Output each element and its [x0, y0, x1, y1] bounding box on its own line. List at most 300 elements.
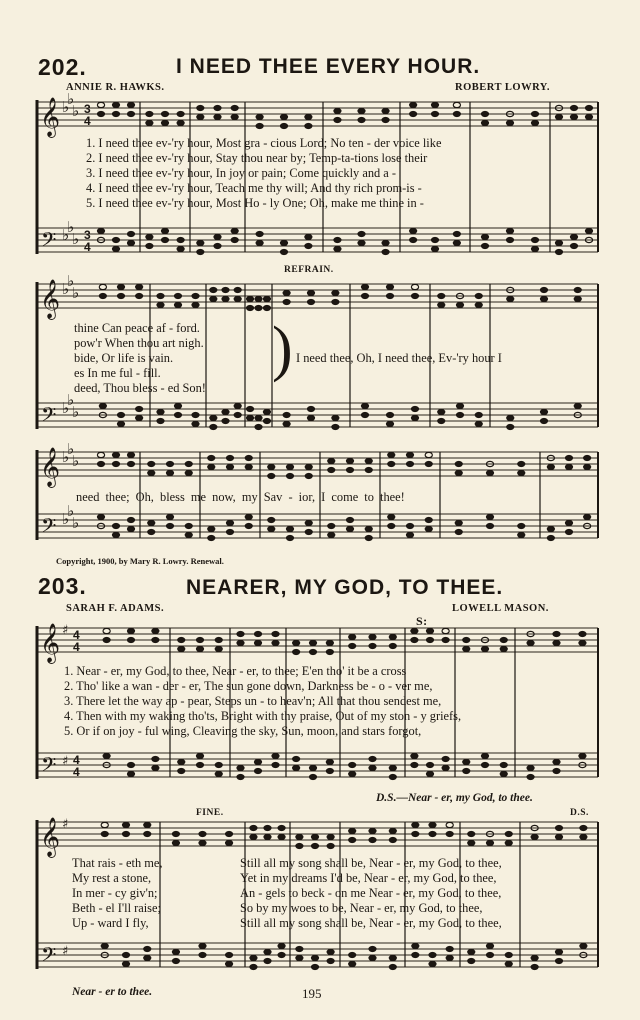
- svg-text:♭: ♭: [72, 452, 80, 470]
- note-head: [580, 943, 587, 948]
- note-head: [161, 237, 168, 242]
- note-head: [117, 293, 124, 298]
- note-head: [453, 231, 460, 236]
- note-head: [579, 631, 586, 636]
- note-head: [296, 834, 303, 839]
- note-head: [412, 822, 419, 827]
- note-head: [426, 762, 433, 767]
- svg-text:𝄞: 𝄞: [40, 279, 61, 319]
- hymn-title: I NEED THEE EVERY HOUR.: [176, 55, 481, 78]
- note-head: [481, 111, 488, 116]
- note-head: [555, 249, 562, 254]
- note-head: [305, 529, 312, 534]
- note-head: [152, 628, 159, 633]
- verse-block-203: [64, 664, 461, 739]
- note-head: [328, 532, 335, 537]
- note-head: [426, 637, 433, 642]
- note-head: [527, 640, 534, 645]
- note-head: [309, 774, 316, 779]
- note-head: [358, 231, 365, 236]
- lyric-line: Still all my song shall be, Near - er, my God, to thee,: [240, 916, 502, 930]
- note-head: [361, 403, 368, 408]
- note-head: [196, 637, 203, 642]
- note-head: [185, 523, 192, 528]
- note-head: [500, 637, 507, 642]
- svg-text:♭: ♭: [72, 403, 80, 421]
- note-head: [386, 293, 393, 298]
- note-head: [234, 296, 241, 301]
- verse-ending-line: thine Can peace af - ford.: [74, 321, 200, 335]
- note-head: [425, 461, 432, 466]
- note-head: [250, 955, 257, 960]
- note-head: [389, 837, 396, 842]
- note-head: [97, 111, 104, 116]
- note-head: [327, 949, 334, 954]
- note-head: [283, 290, 290, 295]
- note-head: [547, 526, 554, 531]
- note-head: [481, 234, 488, 239]
- svg-text:4: 4: [73, 753, 80, 767]
- note-head: [481, 243, 488, 248]
- note-head: [389, 765, 396, 770]
- note-head: [157, 409, 164, 414]
- note-head: [177, 120, 184, 125]
- note-head: [584, 455, 591, 460]
- svg-text:𝄞: 𝄞: [40, 447, 61, 487]
- note-head: [197, 249, 204, 254]
- note-head: [283, 412, 290, 417]
- note-head: [122, 822, 129, 827]
- note-head: [177, 237, 184, 242]
- note-head: [481, 120, 488, 125]
- svg-text:♯: ♯: [62, 623, 69, 638]
- note-head: [264, 825, 271, 830]
- note-head: [99, 284, 106, 289]
- note-head: [349, 634, 356, 639]
- note-head: [456, 302, 463, 307]
- note-head: [268, 464, 275, 469]
- note-head: [305, 234, 312, 239]
- verse-endings: [74, 321, 206, 396]
- note-head: [382, 117, 389, 122]
- note-head: [531, 964, 538, 969]
- composer-credit: ROBERT LOWRY.: [455, 82, 551, 93]
- note-head: [192, 421, 199, 426]
- note-head: [411, 628, 418, 633]
- note-head: [237, 631, 244, 636]
- note-head: [246, 296, 253, 301]
- note-head: [210, 424, 217, 429]
- note-head: [486, 470, 493, 475]
- note-head: [192, 293, 199, 298]
- note-head: [555, 825, 562, 830]
- note-head: [426, 771, 433, 776]
- note-head: [334, 117, 341, 122]
- note-head: [453, 111, 460, 116]
- note-head: [254, 640, 261, 645]
- note-head: [570, 243, 577, 248]
- verse-ending-line: es In me ful - fill.: [74, 366, 161, 380]
- note-head: [166, 461, 173, 466]
- note-head: [208, 535, 215, 540]
- note-head: [406, 452, 413, 457]
- note-head: [172, 831, 179, 836]
- note-head: [438, 293, 445, 298]
- note-head: [326, 759, 333, 764]
- note-head: [255, 296, 262, 301]
- svg-text:♭: ♭: [72, 102, 80, 120]
- note-head: [127, 452, 134, 457]
- note-head: [553, 640, 560, 645]
- note-head: [518, 532, 525, 537]
- svg-text:4: 4: [84, 114, 91, 128]
- svg-text:𝄞: 𝄞: [40, 817, 61, 857]
- second-line-b: [240, 856, 502, 931]
- note-head: [332, 424, 339, 429]
- note-head: [185, 532, 192, 537]
- note-head: [475, 293, 482, 298]
- lyric-line: That rais - eth me,: [72, 856, 163, 870]
- note-head: [250, 964, 257, 969]
- note-head: [234, 287, 241, 292]
- note-head: [442, 765, 449, 770]
- note-head: [263, 296, 270, 301]
- note-head: [332, 290, 339, 295]
- note-head: [574, 287, 581, 292]
- note-head: [505, 831, 512, 836]
- note-head: [475, 302, 482, 307]
- note-head: [250, 834, 257, 839]
- svg-text:♭: ♭: [62, 448, 70, 466]
- note-head: [358, 108, 365, 113]
- verse-line: 4. I need thee ev-'ry hour, Teach me thy will; And thy rich prom-is -: [86, 181, 422, 195]
- svg-text:♭: ♭: [72, 230, 80, 248]
- note-head: [199, 943, 206, 948]
- note-head: [446, 831, 453, 836]
- lyric-line: Beth - el I'll raise;: [72, 901, 161, 915]
- svg-text:♭: ♭: [62, 226, 70, 244]
- note-head: [97, 514, 104, 519]
- note-head: [148, 529, 155, 534]
- note-head: [237, 765, 244, 770]
- svg-text:4: 4: [73, 628, 80, 642]
- note-head: [225, 961, 232, 966]
- second-line-a: [72, 856, 163, 931]
- note-head: [369, 837, 376, 842]
- note-head: [286, 473, 293, 478]
- verse-line: 1. I need thee ev-'ry hour, Most gra - cious Lord; No ten - der voice like: [86, 136, 442, 150]
- note-head: [349, 771, 356, 776]
- note-head: [122, 961, 129, 966]
- note-head: [178, 637, 185, 642]
- verse-line: 2. Tho' like a wan - der - er, The sun gone down, Darkness be - o - ver me,: [64, 679, 433, 693]
- note-head: [166, 523, 173, 528]
- note-head: [369, 756, 376, 761]
- note-head: [327, 958, 334, 963]
- note-head: [579, 640, 586, 645]
- note-head: [555, 949, 562, 954]
- note-head: [431, 246, 438, 251]
- note-head: [264, 958, 271, 963]
- note-head: [127, 102, 134, 107]
- note-head: [411, 406, 418, 411]
- note-head: [442, 628, 449, 633]
- treble-clef-icon: 𝄞: [40, 97, 61, 137]
- note-head: [210, 287, 217, 292]
- note-head: [278, 943, 285, 948]
- note-head: [214, 105, 221, 110]
- svg-text:♭: ♭: [62, 98, 70, 116]
- lyricist-credit: SARAH F. ADAMS.: [66, 603, 165, 614]
- note-head: [406, 461, 413, 466]
- note-head: [231, 114, 238, 119]
- note-head: [389, 774, 396, 779]
- note-head: [553, 768, 560, 773]
- note-head: [453, 102, 460, 107]
- note-head: [286, 535, 293, 540]
- verse-ending-line: pow'r When thou art nigh.: [74, 336, 204, 350]
- note-head: [309, 640, 316, 645]
- note-head: [442, 637, 449, 642]
- svg-text:3: 3: [84, 102, 91, 116]
- note-head: [293, 640, 300, 645]
- note-head: [222, 418, 229, 423]
- note-head: [326, 649, 333, 654]
- note-head: [305, 520, 312, 525]
- note-head: [97, 228, 104, 233]
- note-head: [334, 246, 341, 251]
- note-head: [327, 843, 334, 848]
- lyric-line: An - gels to beck - on me Near - er, my God, to thee,: [240, 886, 502, 900]
- note-head: [215, 646, 222, 651]
- svg-text:♭: ♭: [72, 514, 80, 532]
- note-head: [286, 464, 293, 469]
- note-head: [305, 464, 312, 469]
- note-head: [565, 464, 572, 469]
- note-head: [255, 415, 262, 420]
- fine-label: FINE.: [196, 808, 224, 818]
- note-head: [446, 955, 453, 960]
- note-head: [388, 523, 395, 528]
- note-head: [152, 765, 159, 770]
- note-head: [500, 762, 507, 767]
- note-head: [146, 234, 153, 239]
- note-head: [196, 753, 203, 758]
- note-head: [226, 529, 233, 534]
- note-head: [117, 412, 124, 417]
- note-head: [293, 649, 300, 654]
- note-head: [197, 240, 204, 245]
- note-head: [431, 237, 438, 242]
- note-head: [328, 467, 335, 472]
- note-head: [406, 532, 413, 537]
- note-head: [307, 415, 314, 420]
- note-head: [305, 243, 312, 248]
- note-head: [386, 412, 393, 417]
- note-head: [127, 231, 134, 236]
- note-head: [486, 523, 493, 528]
- note-head: [215, 771, 222, 776]
- verse-line: 4. Then with my waking tho'ts, Bright with thy praise, Out of my ston - y griefs,: [64, 709, 462, 723]
- note-head: [463, 768, 470, 773]
- note-head: [177, 246, 184, 251]
- note-head: [463, 759, 470, 764]
- note-head: [389, 828, 396, 833]
- note-head: [226, 464, 233, 469]
- note-head: [293, 756, 300, 761]
- note-head: [214, 114, 221, 119]
- note-head: [438, 302, 445, 307]
- note-head: [518, 461, 525, 466]
- note-head: [112, 246, 119, 251]
- note-head: [178, 768, 185, 773]
- note-head: [174, 412, 181, 417]
- note-head: [172, 958, 179, 963]
- note-head: [127, 461, 134, 466]
- note-head: [112, 523, 119, 528]
- note-head: [307, 406, 314, 411]
- svg-text:4: 4: [73, 640, 80, 654]
- note-head: [531, 246, 538, 251]
- note-head: [268, 517, 275, 522]
- note-head: [506, 228, 513, 233]
- note-head: [505, 952, 512, 957]
- note-head: [309, 765, 316, 770]
- note-head: [148, 520, 155, 525]
- note-head: [283, 421, 290, 426]
- note-head: [456, 412, 463, 417]
- note-head: [386, 284, 393, 289]
- note-head: [388, 452, 395, 457]
- note-head: [208, 464, 215, 469]
- note-head: [146, 111, 153, 116]
- note-head: [254, 759, 261, 764]
- note-head: [214, 234, 221, 239]
- segno-mark: S:: [416, 614, 428, 628]
- note-head: [585, 105, 592, 110]
- note-head: [540, 296, 547, 301]
- note-head: [468, 949, 475, 954]
- note-head: [505, 961, 512, 966]
- note-head: [148, 470, 155, 475]
- note-head: [231, 228, 238, 233]
- svg-text:♭: ♭: [67, 272, 75, 290]
- note-head: [547, 464, 554, 469]
- note-head: [411, 293, 418, 298]
- lyric-line: Still all my song shall be, Near - er, my God, to thee,: [240, 856, 502, 870]
- note-head: [197, 114, 204, 119]
- note-head: [192, 412, 199, 417]
- note-head: [272, 631, 279, 636]
- note-head: [555, 958, 562, 963]
- page-number: 195: [302, 986, 322, 1001]
- note-head: [455, 461, 462, 466]
- note-head: [305, 123, 312, 128]
- note-head: [456, 403, 463, 408]
- note-head: [349, 828, 356, 833]
- note-head: [442, 756, 449, 761]
- note-head: [280, 249, 287, 254]
- note-head: [127, 517, 134, 522]
- note-head: [225, 831, 232, 836]
- note-head: [410, 237, 417, 242]
- note-head: [386, 421, 393, 426]
- note-head: [177, 111, 184, 116]
- note-head: [272, 640, 279, 645]
- note-head: [103, 637, 110, 642]
- note-head: [438, 418, 445, 423]
- note-head: [553, 759, 560, 764]
- note-head: [112, 102, 119, 107]
- note-head: [157, 418, 164, 423]
- note-head: [161, 228, 168, 233]
- note-head: [185, 461, 192, 466]
- note-head: [369, 765, 376, 770]
- note-head: [263, 418, 270, 423]
- note-head: [197, 105, 204, 110]
- note-head: [429, 822, 436, 827]
- note-head: [112, 452, 119, 457]
- note-head: [346, 526, 353, 531]
- note-head: [127, 111, 134, 116]
- note-head: [214, 243, 221, 248]
- note-head: [326, 640, 333, 645]
- note-head: [389, 634, 396, 639]
- note-head: [540, 287, 547, 292]
- note-head: [268, 526, 275, 531]
- note-head: [210, 296, 217, 301]
- note-head: [585, 114, 592, 119]
- note-head: [311, 955, 318, 960]
- note-head: [389, 643, 396, 648]
- note-head: [486, 952, 493, 957]
- note-head: [580, 825, 587, 830]
- svg-text:♯: ♯: [62, 754, 69, 769]
- note-head: [506, 237, 513, 242]
- note-head: [146, 243, 153, 248]
- note-head: [531, 237, 538, 242]
- note-head: [468, 831, 475, 836]
- note-head: [307, 299, 314, 304]
- note-head: [411, 637, 418, 642]
- note-head: [486, 514, 493, 519]
- note-head: [255, 424, 262, 429]
- note-head: [136, 415, 143, 420]
- note-head: [101, 831, 108, 836]
- note-head: [438, 409, 445, 414]
- note-head: [307, 290, 314, 295]
- closing-lyric: Near - er to thee.: [72, 986, 153, 998]
- note-head: [222, 296, 229, 301]
- svg-text:𝄢: 𝄢: [41, 403, 57, 431]
- svg-text:♭: ♭: [67, 90, 75, 108]
- copyright-notice: Copyright, 1900, by Mary R. Lowry. Renewal.: [56, 556, 224, 566]
- note-head: [152, 637, 159, 642]
- lyric-line: Up - ward I fly,: [72, 916, 149, 930]
- note-head: [161, 120, 168, 125]
- note-head: [215, 637, 222, 642]
- verse-line: 3. There let the way ap - pear, Steps un - to heav'n; All that thou sendest me,: [64, 694, 442, 708]
- note-head: [531, 834, 538, 839]
- note-head: [565, 529, 572, 534]
- note-head: [311, 964, 318, 969]
- note-head: [161, 111, 168, 116]
- note-head: [585, 228, 592, 233]
- note-head: [263, 409, 270, 414]
- note-head: [425, 517, 432, 522]
- note-head: [278, 952, 285, 957]
- note-head: [293, 765, 300, 770]
